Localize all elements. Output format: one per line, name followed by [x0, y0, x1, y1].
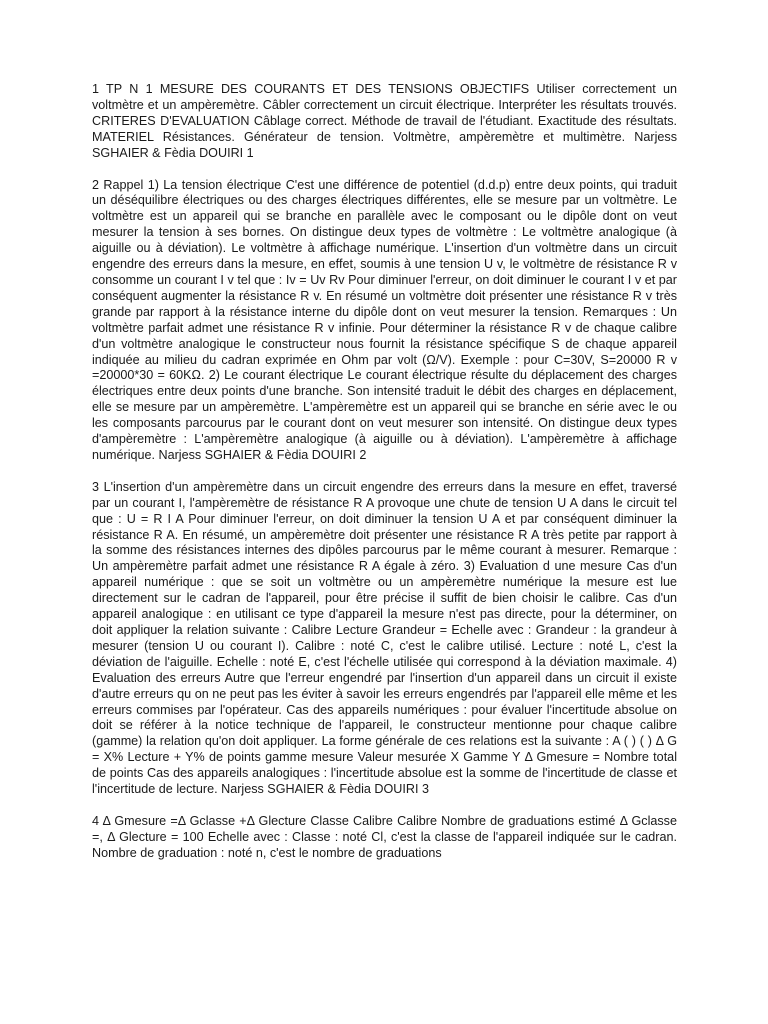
document-page [92, 82, 677, 862]
paragraph-page-3: 3 L'insertion d'un ampèremètre dans un circuit engendre des erreurs dans la mesure en effet, traversé par un courant I, l'ampèremètre de résistance R A provoque une chute de tension U A dans le circuit tel que : U = R I A Pour diminuer l'erreur, on doit diminuer la tension U A et par conséquent diminuer la résistance R A. En résumé, un ampèremètre doit présenter une résistance R A très petite par rapport à la somme des résistances internes des dipôles parcourus par le même courant à mesurer. Remarque : Un ampèremètre parfait admet une résistance R A égale à zéro. 3) Evaluation d une mesure Cas d'un appareil numérique : que se soit un voltmètre ou un ampèremètre numérique la mesure est lue directement sur le cadran de l'appareil, pour être précise il suffit de bien choisir le calibre. Cas d'un appareil analogique : en utilisant ce type d'appareil la mesure n'est pas directe, pour la déterminer, on doit appliquer la relation suivante : Calibre Lecture Grandeur = Echelle avec : Grandeur : la grandeur à mesurer (tension U ou courant I). Calibre : noté C, c'est le calibre utilisé. Lecture : noté L, c'est la déviation de l'aiguille. Echelle : noté E, c'est l'échelle utilisée qui correspond à la déviation maximale. 4) Evaluation des erreurs Autre que l'erreur engendré par l'insertion d'un appareil dans un circuit il existe d'autre erreurs qu on ne peut pas les éviter à savoir les erreurs engendrés par l'appareil elle même et les erreurs commises par l'opérateur. Cas des appareils numériques : pour évaluer l'incertitude absolue on doit se référer à la notice technique de l'appareil, le constructeur mentionne pour chaque calibre (gamme) la relation qu'on doit appliquer. La forme générale de ces relations est la suivante : A ( ) ( ) Δ G = X% Lecture + Y% de points gamme mesure Valeur mesurée X Gamme Y Δ Gmesure = Nombre total de points Cas des appareils analogiques : l'incertitude absolue est la somme de l'incertitude de classe et l'incertitude de lecture. Narjess SGHAIER & Fèdia DOUIRI 3 [92, 479, 677, 797]
paragraph-page-1: 1 TP N 1 MESURE DES COURANTS ET DES TENSIONS OBJECTIFS Utiliser correctement un voltmètre et un ampèremètre. Câbler correctement un circuit électrique. Interpréter les résultats trouvés. CRITERES D'EVALUATION Câblage correct. Méthode de travail de l'étudiant. Exactitude des résultats. MATERIEL Résistances. Générateur de tension. Voltmètre, ampèremètre et multimètre. Narjess SGHAIER & Fèdia DOUIRI 1 [92, 82, 677, 160]
paragraph-page-4: 4 Δ Gmesure =Δ Gclasse +Δ Glecture Classe Calibre Calibre Nombre de graduations estimé Δ Gclasse =, Δ Glecture = 100 Echelle avec : Classe : noté Cl, c'est la classe de l'appareil indiquée sur le cadran. Nombre de graduation : noté n, c'est le nombre de graduations [92, 813, 677, 860]
paragraph-page-2: 2 Rappel 1) La tension électrique C'est une différence de potentiel (d.d.p) entre deux points, qui traduit un déséquilibre électriques ou des charges électriques différentes, elle se mesure par un voltmètre. Le voltmètre est un appareil qui se branche en parallèle avec le composant ou le dipôle dont on veut mesurer la tension à ses bornes. On distingue deux types de voltmètre : Le voltmètre analogique (à aiguille ou à déviation). Le voltmètre à affichage numérique. L'insertion d'un voltmètre dans un circuit engendre des erreurs dans la mesure, en effet, soumis à une tension U v, le voltmètre de résistance R v consomme un courant I v tel que : Iv = Uv Rv Pour diminuer l'erreur, on doit diminuer le courant I v et par conséquent augmenter la résistance R v. En résumé un voltmètre doit présenter une résistance R v très grande par rapport à la résistance interne du dipôle dont on veut mesurer la tension. Remarques : Un voltmètre parfait admet une résistance R v infinie. Pour déterminer la résistance R v de chaque calibre d'un voltmètre analogique le constructeur nous fournit la résistance spécifique S de chaque appareil indiquée au milieu du cadran exprimée en Ohm par volt (Ω/V). Exemple : pour C=30V, S=20000 R v =20000*30 = 60KΩ. 2) Le courant électrique Le courant électrique résulte du déplacement des charges électriques entre deux points d'une branche. Son intensité traduit le débit des charges en déplacement, elle se mesure par un ampèremètre. L'ampèremètre est un appareil qui se branche en série avec le ou les composants parcourus par le courant dont on veut mesurer son intensité. On distingue deux types d'ampèremètre : L'ampèremètre analogique (à aiguille ou à déviation). L'ampèremètre à affichage numérique. Narjess SGHAIER & Fèdia DOUIRI 2 [92, 177, 677, 462]
